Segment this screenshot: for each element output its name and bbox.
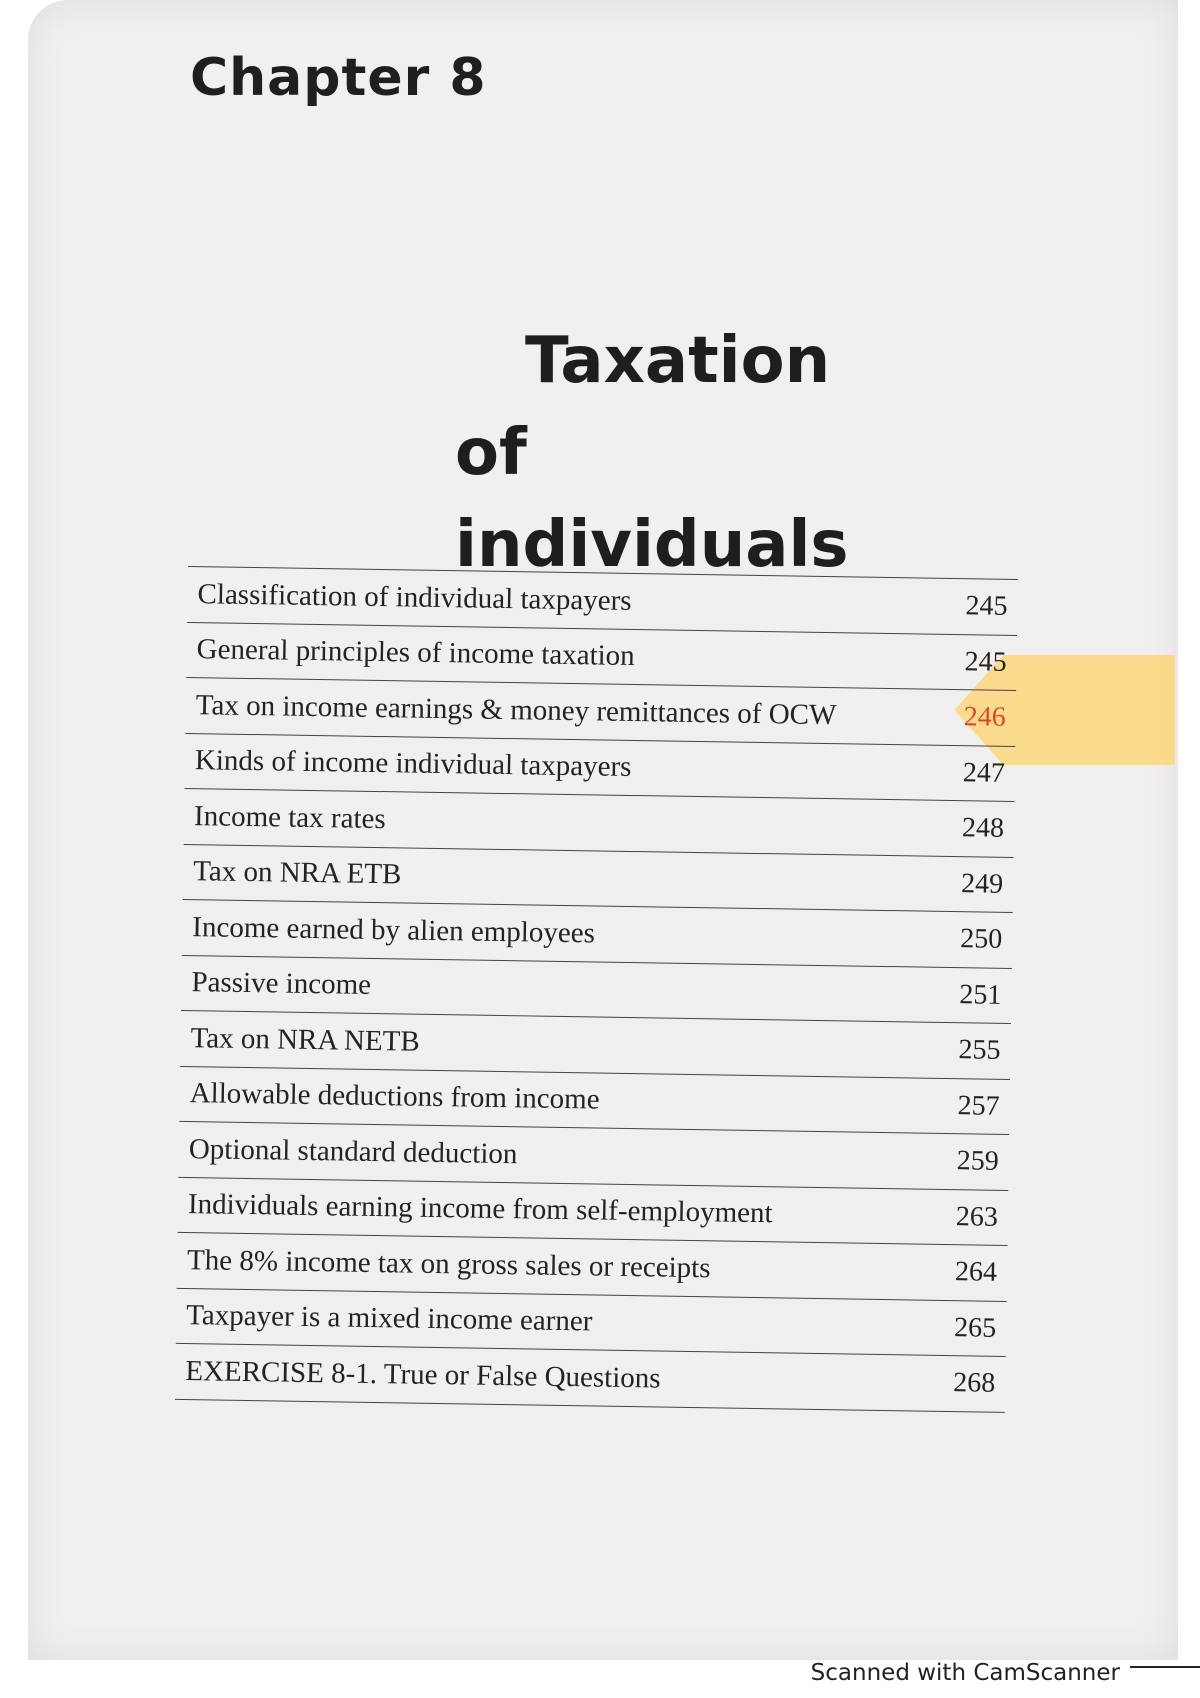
toc-entry-page: 257 <box>957 1089 1000 1122</box>
toc-entry-label: Allowable deductions from income <box>189 1077 600 1116</box>
toc-entry-page: 255 <box>958 1034 1001 1067</box>
toc-entry-page: 250 <box>959 923 1003 956</box>
toc-entry-label: Kinds of income individual taxpayers <box>194 744 632 784</box>
chapter-label: Chapter 8 <box>190 48 487 108</box>
toc-entry-page: 245 <box>964 645 1007 678</box>
toc-entry-page: 268 <box>953 1367 996 1400</box>
toc-entry-label: Optional standard deduction <box>188 1132 518 1170</box>
toc-entry-page: 264 <box>954 1256 998 1289</box>
toc-entry-label: Passive income <box>191 966 372 1002</box>
toc-entry-page: 263 <box>955 1200 999 1233</box>
footer-rule <box>1130 1666 1200 1668</box>
toc-entry-page: 248 <box>961 812 1005 845</box>
scanner-watermark: Scanned with CamScanner <box>810 1660 1120 1686</box>
toc-entry-label: Tax on income earnings & money remittances of OCW <box>195 688 837 731</box>
toc-entry-page: 265 <box>953 1311 997 1344</box>
toc-entry-page: 247 <box>962 756 1006 789</box>
chapter-title <box>430 315 910 591</box>
toc-entry-label: Individuals earning income from self-employment <box>187 1188 773 1230</box>
toc-entry-page: 249 <box>960 867 1004 900</box>
toc-entry-label: Tax on NRA ETB <box>192 855 402 891</box>
toc-entry-page: 245 <box>965 590 1008 623</box>
toc-entry-page: 259 <box>956 1145 999 1178</box>
toc-entry-label: Income earned by alien employees <box>192 910 596 950</box>
chapter-title-line2: of individuals <box>455 416 849 582</box>
chapter-title-line1: Taxation <box>525 324 831 398</box>
toc-entry-label: Tax on NRA NETB <box>190 1021 420 1058</box>
toc-entry-label: EXERCISE 8-1. True or False Questions <box>185 1354 661 1395</box>
toc-entry-label: Classification of individual taxpayers <box>197 577 632 617</box>
toc-entry-label: The 8% income tax on gross sales or receipts <box>186 1243 711 1285</box>
toc-entry-label: Income tax rates <box>193 799 386 835</box>
toc-entry-label: General principles of income taxation <box>196 633 635 673</box>
toc-entry-label: Taxpayer is a mixed income earner <box>185 1299 593 1338</box>
toc-entry-page: 251 <box>959 978 1002 1011</box>
toc-entry-page: 246 <box>963 701 1006 734</box>
table-of-contents <box>175 566 1018 1412</box>
